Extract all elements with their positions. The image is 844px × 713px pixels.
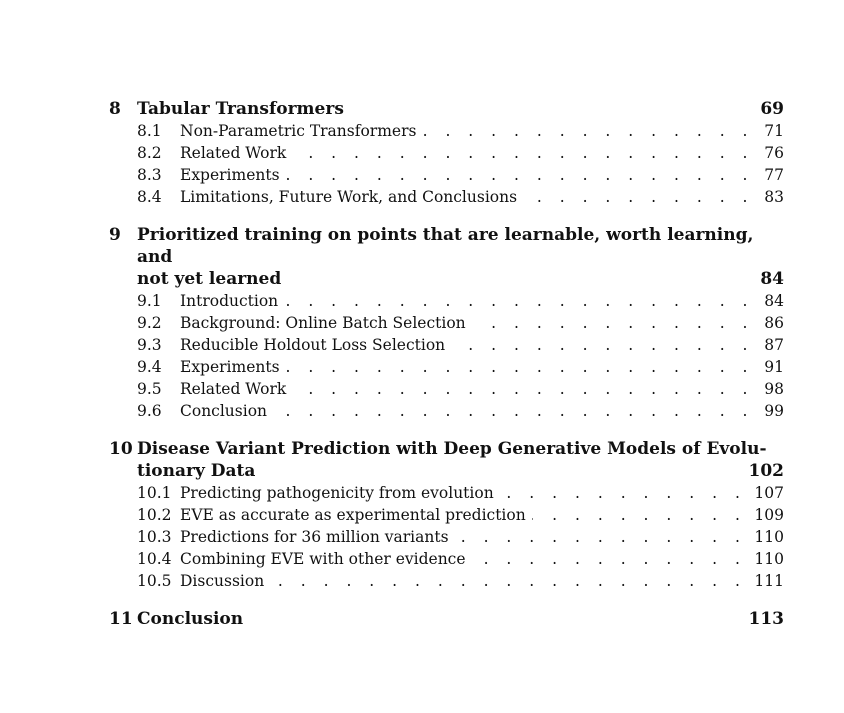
toc-section[interactable] <box>109 290 784 312</box>
section-page: 111 <box>754 572 784 590</box>
chapter-number: 9 <box>109 225 121 245</box>
section-page: 86 <box>764 314 784 332</box>
section-page: 107 <box>754 484 784 502</box>
dot-leader <box>273 400 754 422</box>
toc-section[interactable] <box>109 120 784 142</box>
chapter-number: 8 <box>109 99 121 119</box>
chapter-title: Disease Variant Prediction with Deep Generative Models of Evolu- <box>137 439 767 459</box>
section-title: Related Work <box>180 144 287 162</box>
section-number: 9.6 <box>137 402 162 420</box>
toc-section[interactable] <box>109 400 784 422</box>
chapter-8 <box>109 98 784 208</box>
toc-section[interactable] <box>109 142 784 164</box>
section-title: EVE as accurate as experimental prediction <box>180 506 526 524</box>
section-title: Related Work <box>180 380 287 398</box>
section-page: 110 <box>754 550 784 568</box>
toc-section[interactable] <box>109 164 784 186</box>
dot-leader <box>472 548 747 570</box>
chapter-heading-continued[interactable] <box>109 268 784 290</box>
section-page: 109 <box>754 506 784 524</box>
dot-leader <box>472 312 754 334</box>
chapter-title-continued: tionary Data <box>137 461 256 481</box>
section-page: 84 <box>764 292 784 310</box>
dot-leader <box>284 290 754 312</box>
chapter-number: 11 <box>109 609 133 629</box>
chapter-heading[interactable] <box>109 608 784 630</box>
section-number: 8.1 <box>137 122 162 140</box>
section-number: 8.3 <box>137 166 162 184</box>
section-page: 76 <box>764 144 784 162</box>
dot-leader <box>532 504 747 526</box>
section-title: Conclusion <box>180 402 268 420</box>
toc-section[interactable] <box>109 570 784 592</box>
dot-leader <box>292 378 754 400</box>
dot-leader <box>270 570 746 592</box>
section-title: Non-Parametric Transformers <box>180 122 417 140</box>
chapter-page: 102 <box>748 461 784 481</box>
dot-leader <box>422 120 754 142</box>
section-title: Experiments <box>180 358 280 376</box>
table-of-contents <box>109 98 784 646</box>
section-number: 8.2 <box>137 144 162 162</box>
toc-section[interactable] <box>109 312 784 334</box>
dot-leader <box>292 142 754 164</box>
section-page: 83 <box>764 188 784 206</box>
section-number: 9.2 <box>137 314 162 332</box>
section-number: 9.3 <box>137 336 162 354</box>
toc-section[interactable] <box>109 504 784 526</box>
section-number: 9.4 <box>137 358 162 376</box>
chapter-heading[interactable] <box>109 98 784 120</box>
dot-leader <box>455 526 747 548</box>
section-title: Discussion <box>180 572 265 590</box>
toc-section[interactable] <box>109 334 784 356</box>
section-number: 9.1 <box>137 292 162 310</box>
section-title: Predictions for 36 million variants <box>180 528 449 546</box>
section-number: 9.5 <box>137 380 162 398</box>
section-title: Background: Online Batch Selection <box>180 314 466 332</box>
chapter-page: 84 <box>760 269 784 289</box>
section-number: 10.5 <box>137 572 172 590</box>
chapter-page: 113 <box>748 609 784 629</box>
section-title: Introduction <box>180 292 279 310</box>
toc-section[interactable] <box>109 548 784 570</box>
toc-section[interactable] <box>109 526 784 548</box>
section-page: 71 <box>764 122 784 140</box>
chapter-title: Tabular Transformers <box>137 99 344 119</box>
section-title: Predicting pathogenicity from evolution <box>180 484 494 502</box>
chapter-9 <box>109 224 784 422</box>
toc-section[interactable] <box>109 186 784 208</box>
section-title: Experiments <box>180 166 280 184</box>
section-page: 99 <box>764 402 784 420</box>
dot-leader <box>523 186 754 208</box>
toc-section[interactable] <box>109 356 784 378</box>
chapter-title: Prioritized training on points that are learnable, worth learning, and <box>137 225 754 267</box>
section-page: 91 <box>764 358 784 376</box>
dot-leader <box>286 356 754 378</box>
chapter-title: Conclusion <box>137 609 244 629</box>
section-number: 10.2 <box>137 506 172 524</box>
section-page: 87 <box>764 336 784 354</box>
chapter-10 <box>109 438 784 592</box>
chapter-heading[interactable] <box>109 224 784 268</box>
toc-section[interactable] <box>109 482 784 504</box>
dot-leader <box>451 334 754 356</box>
section-title: Reducible Holdout Loss Selection <box>180 336 446 354</box>
dot-leader <box>500 482 747 504</box>
chapter-heading-continued[interactable] <box>109 460 784 482</box>
chapter-page: 69 <box>760 99 784 119</box>
dot-leader <box>286 164 754 186</box>
chapter-title-continued: not yet learned <box>137 269 282 289</box>
section-page: 77 <box>764 166 784 184</box>
chapter-heading[interactable] <box>109 438 784 460</box>
section-number: 10.4 <box>137 550 172 568</box>
section-title: Limitations, Future Work, and Conclusions <box>180 188 518 206</box>
section-number: 10.3 <box>137 528 172 546</box>
chapter-number: 10 <box>109 439 133 459</box>
section-number: 8.4 <box>137 188 162 206</box>
toc-section[interactable] <box>109 378 784 400</box>
section-page: 110 <box>754 528 784 546</box>
section-number: 10.1 <box>137 484 172 502</box>
section-page: 98 <box>764 380 784 398</box>
chapter-11 <box>109 608 784 630</box>
section-title: Combining EVE with other evidence <box>180 550 466 568</box>
